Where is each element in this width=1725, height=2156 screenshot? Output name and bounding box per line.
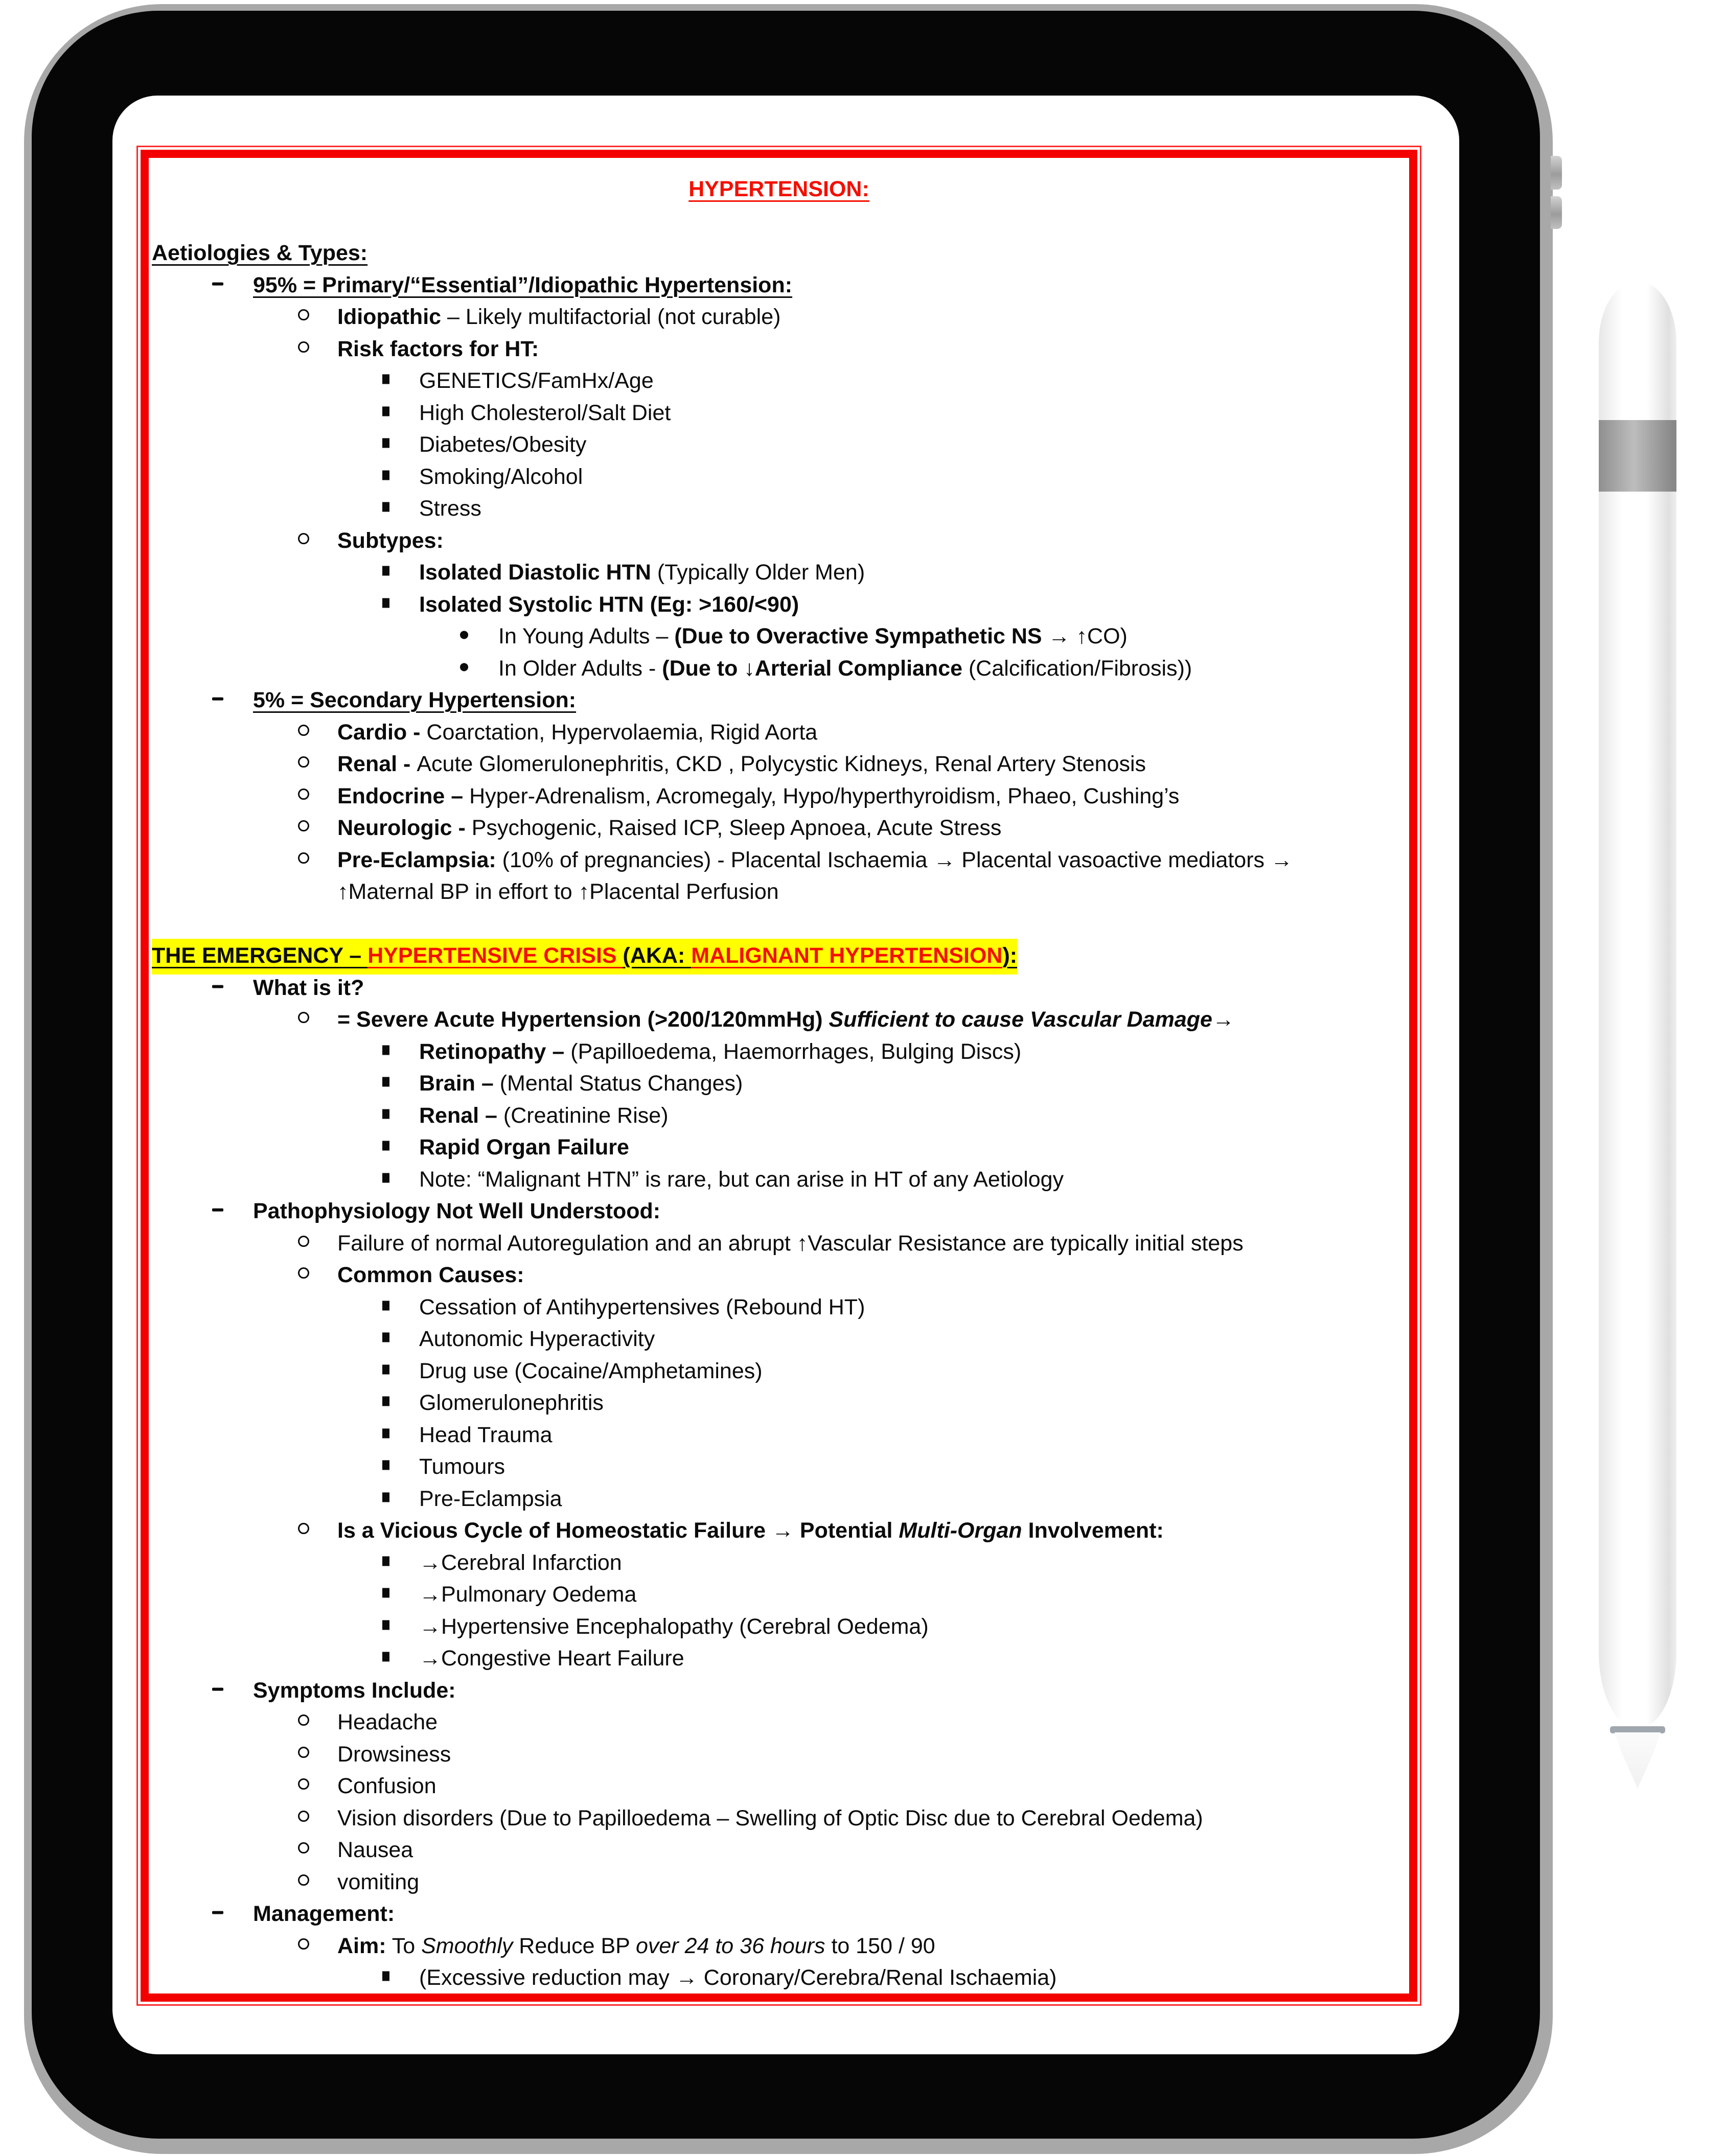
list-circle-marker — [298, 1842, 309, 1853]
list-circle-marker — [298, 725, 309, 736]
doc-line — [149, 1642, 1409, 1675]
doc-line — [149, 493, 1409, 525]
text-segment: GENETICS/FamHx/Age — [419, 368, 654, 393]
doc-line — [149, 397, 1409, 429]
doc-heading — [149, 237, 1409, 269]
text-segment: Failure of normal Autoregulation and an abrupt ↑Vascular Resistance are typically initial steps — [337, 1231, 1244, 1256]
text-segment: Is a Vicious Cycle of Homeostatic Failure → Potential — [337, 1518, 899, 1543]
text-segment: Confusion — [337, 1774, 436, 1798]
list-square-marker — [382, 1141, 389, 1151]
list-square-marker — [382, 1556, 389, 1566]
doc-line — [149, 1898, 1409, 1930]
text-segment: Involvement: — [1022, 1518, 1164, 1543]
list-dash-marker — [212, 282, 223, 285]
list-dash-marker — [212, 698, 223, 701]
text-segment: Drowsiness — [337, 1742, 451, 1767]
text-segment: (Typically Older Men) — [651, 560, 865, 585]
text-segment: Management: — [253, 1902, 395, 1926]
list-circle-marker — [298, 1874, 309, 1886]
text-segment: Hyper-Adrenalism, Acromegaly, Hypo/hyperthyroidism, Phaeo, Cushing’s — [469, 783, 1180, 808]
list-square-marker — [382, 438, 389, 448]
list-circle-marker — [298, 789, 309, 800]
text-segment: Rapid Organ Failure — [419, 1135, 629, 1160]
text-segment: Diabetes/Obesity — [419, 432, 587, 457]
text-segment: Cessation of Antihypertensives (Rebound HT) — [419, 1294, 865, 1319]
text-segment: Endocrine – — [337, 783, 470, 808]
volume-down-button[interactable] — [1551, 196, 1562, 229]
list-square-marker — [382, 1045, 389, 1055]
text-segment: →Hypertensive Encephalopathy (Cerebral Oedema) — [419, 1614, 929, 1639]
doc-line — [149, 301, 1409, 333]
list-circle-marker — [298, 852, 309, 864]
doc-line — [149, 333, 1409, 365]
doc-line — [149, 1866, 1409, 1898]
text-segment: over 24 to 36 hours — [635, 1933, 825, 1958]
doc-line — [149, 748, 1409, 780]
doc-line — [149, 812, 1409, 844]
list-square-marker — [382, 470, 389, 480]
text-segment: Aetiologies & Types: — [152, 241, 368, 265]
doc-line — [149, 1547, 1409, 1579]
text-segment: Renal – — [419, 1103, 503, 1128]
doc-line — [149, 1068, 1409, 1100]
text-segment: – Likely multifactorial (not curable) — [441, 305, 781, 329]
doc-line — [149, 1131, 1409, 1164]
doc-line — [149, 525, 1409, 557]
list-dash-marker — [212, 1687, 223, 1690]
doc-line — [149, 1515, 1409, 1547]
text-segment: Multi-Organ — [899, 1518, 1022, 1543]
list-square-marker — [382, 1301, 389, 1310]
list-square-marker — [382, 406, 389, 416]
text-segment: (Excessive reduction may → Coronary/Cerebra/Renal Ischaemia) — [419, 1965, 1057, 1990]
doc-line — [149, 1451, 1409, 1483]
list-circle-marker — [298, 309, 309, 320]
list-square-marker — [382, 566, 389, 576]
list-bullet-marker — [460, 663, 468, 671]
doc-line — [149, 1323, 1409, 1355]
text-segment: (Due to Overactive Sympathetic NS — [674, 624, 1048, 648]
text-segment: HYPERTENSIVE CRISIS — [367, 939, 623, 975]
text-segment: Vision disorders (Due to Papilloedema – Swelling of Optic Disc due to Cerebral Oedema) — [337, 1805, 1203, 1830]
text-segment: Coarctation, Hypervolaemia, Rigid Aorta — [426, 720, 818, 745]
text-segment: Aim: — [337, 1933, 386, 1958]
doc-line — [149, 1259, 1409, 1291]
doc-line — [149, 589, 1409, 621]
document-content — [149, 158, 1409, 1993]
doc-line — [149, 1770, 1409, 1802]
text-segment: In Young Adults – — [498, 624, 675, 648]
list-square-marker — [382, 598, 389, 608]
text-segment: Note: “Malignant HTN” is rare, but can arise in HT of any Aetiology — [419, 1167, 1064, 1192]
list-square-marker — [382, 1077, 389, 1087]
text-segment: Retinopathy – — [419, 1039, 571, 1064]
list-circle-marker — [298, 1778, 309, 1790]
list-circle-marker — [298, 1747, 309, 1758]
stylus-body — [1599, 281, 1676, 1729]
text-segment: Acute Glomerulonephritis, CKD , Polycystic Kidneys, Renal Artery Stenosis — [417, 752, 1146, 776]
doc-line — [149, 1355, 1409, 1387]
doc-line — [149, 1195, 1409, 1227]
doc-line — [149, 1962, 1409, 1993]
text-segment: (Due to ↓Arterial Compliance — [662, 656, 969, 681]
text-segment: Pre-Eclampsia: — [337, 847, 496, 872]
doc-line — [149, 1738, 1409, 1771]
list-square-marker — [382, 502, 389, 512]
text-segment: Isolated Diastolic HTN — [419, 560, 651, 585]
doc-title — [149, 173, 1409, 205]
doc-line — [149, 1387, 1409, 1419]
doc-blank-line — [149, 205, 1409, 238]
doc-line — [149, 1227, 1409, 1260]
text-segment: Symptoms Include: — [253, 1678, 456, 1703]
text-segment: vomiting — [337, 1869, 420, 1894]
list-dash-marker — [212, 1911, 223, 1914]
list-square-marker — [382, 1173, 389, 1183]
doc-line — [149, 780, 1409, 813]
document-page — [141, 150, 1417, 2002]
text-segment: Renal - — [337, 752, 417, 776]
doc-line — [149, 1611, 1409, 1643]
text-segment: In Older Adults - — [498, 656, 662, 681]
list-circle-marker — [298, 1714, 309, 1726]
text-segment: ↑Maternal BP in effort to ↑Placental Perfusion — [337, 879, 779, 904]
doc-line — [149, 1834, 1409, 1866]
doc-line — [149, 1036, 1409, 1068]
doc-line — [149, 461, 1409, 493]
text-segment: To — [386, 1933, 422, 1958]
text-segment: = Severe Acute Hypertension (>200/120mmHg) — [337, 1007, 829, 1032]
text-segment: (10% of pregnancies) - Placental Ischaemia → Placental vasoactive mediators → — [496, 847, 1293, 872]
doc-blank-line — [149, 908, 1409, 940]
text-segment: Psychogenic, Raised ICP, Sleep Apnoea, Acute Stress — [471, 816, 1002, 840]
list-dash-marker — [212, 985, 223, 988]
doc-line — [149, 429, 1409, 461]
doc-heading — [149, 940, 1409, 972]
doc-line — [149, 1706, 1409, 1738]
doc-line — [149, 1675, 1409, 1707]
text-segment: Sufficient to cause Vascular Damage — [829, 1007, 1212, 1032]
text-segment: (AKA: — [623, 939, 692, 975]
list-circle-marker — [298, 1938, 309, 1950]
list-circle-marker — [298, 533, 309, 544]
doc-line — [149, 1579, 1409, 1611]
text-segment: 95% = Primary/“Essential”/Idiopathic Hypertension: — [253, 272, 793, 297]
list-square-marker — [382, 1492, 389, 1502]
list-square-marker — [382, 1397, 389, 1406]
text-segment: Isolated Systolic HTN (Eg: >160/<90) — [419, 592, 799, 617]
list-square-marker — [382, 1620, 389, 1630]
list-dash-marker — [212, 1209, 223, 1212]
list-square-marker — [382, 375, 389, 384]
text-segment: (Calcification/Fibrosis)) — [968, 656, 1192, 681]
list-circle-marker — [298, 341, 309, 353]
doc-line — [149, 1291, 1409, 1324]
text-segment: High Cholesterol/Salt Diet — [419, 400, 671, 425]
doc-line — [149, 1100, 1409, 1132]
text-segment: THE EMERGENCY – — [152, 939, 367, 975]
doc-line — [149, 1483, 1409, 1515]
text-segment: (Papilloedema, Haemorrhages, Bulging Discs) — [570, 1039, 1022, 1064]
text-segment: Stress — [419, 496, 481, 521]
list-square-marker — [382, 1109, 389, 1119]
doc-line — [149, 1004, 1409, 1036]
doc-line — [149, 365, 1409, 397]
list-bullet-marker — [460, 631, 468, 639]
list-circle-marker — [298, 756, 309, 768]
text-segment: to 150 / 90 — [825, 1933, 935, 1958]
text-segment: MALIGNANT HYPERTENSION — [691, 939, 1002, 975]
stylus-tip-ring — [1610, 1726, 1665, 1733]
list-square-marker — [382, 1333, 389, 1342]
doc-line — [149, 1802, 1409, 1835]
stylus-band — [1599, 420, 1676, 492]
list-circle-marker — [298, 820, 309, 831]
doc-line — [149, 716, 1409, 749]
text-segment: Autonomic Hyperactivity — [419, 1327, 655, 1351]
text-segment: →Congestive Heart Failure — [419, 1646, 684, 1671]
stylus-tip — [1610, 1732, 1665, 1789]
text-segment: What is it? — [253, 975, 364, 1000]
list-circle-marker — [298, 1267, 309, 1279]
text-segment: 5% = Secondary Hypertension: — [253, 688, 577, 712]
doc-line — [149, 972, 1409, 1004]
tablet-screen[interactable] — [112, 96, 1459, 2054]
text-segment: ): — [1002, 939, 1017, 975]
list-square-marker — [382, 1972, 389, 1981]
text-segment: Headache — [337, 1710, 438, 1734]
text-segment: →Cerebral Infarction — [419, 1550, 622, 1575]
volume-up-button[interactable] — [1551, 156, 1562, 190]
text-segment: Drug use (Cocaine/Amphetamines) — [419, 1358, 763, 1383]
text-segment: Smoking/Alcohol — [419, 464, 583, 489]
text-segment: Common Causes: — [337, 1263, 524, 1287]
text-segment: HYPERTENSION: — [688, 177, 869, 201]
list-circle-marker — [298, 1012, 309, 1023]
doc-line — [149, 620, 1409, 653]
doc-line — [149, 684, 1409, 716]
doc-line — [149, 876, 1409, 908]
text-segment: Pathophysiology Not Well Understood: — [253, 1199, 661, 1223]
doc-line — [149, 844, 1409, 876]
text-segment: Head Trauma — [419, 1422, 553, 1447]
text-segment: Subtypes: — [337, 528, 444, 553]
list-square-marker — [382, 1460, 389, 1470]
doc-line — [149, 269, 1409, 302]
text-segment: Cardio - — [337, 720, 427, 745]
text-segment: Glomerulonephritis — [419, 1390, 604, 1415]
text-segment: Tumours — [419, 1454, 505, 1479]
text-segment: Brain – — [419, 1071, 500, 1096]
text-segment: Pre-Eclampsia — [419, 1486, 562, 1511]
text-segment: Neurologic - — [337, 816, 472, 840]
doc-line — [149, 1164, 1409, 1196]
doc-line — [149, 653, 1409, 685]
text-segment: → — [1212, 1007, 1234, 1032]
text-segment: → ↑CO) — [1048, 624, 1128, 648]
doc-line — [149, 557, 1409, 589]
list-circle-marker — [298, 1811, 309, 1822]
doc-line — [149, 1419, 1409, 1451]
doc-line — [149, 1930, 1409, 1962]
text-segment: Nausea — [337, 1838, 413, 1862]
text-segment: Idiopathic — [337, 305, 442, 329]
list-square-marker — [382, 1364, 389, 1374]
list-square-marker — [382, 1588, 389, 1598]
list-circle-marker — [298, 1236, 309, 1247]
text-segment: Risk factors for HT: — [337, 336, 539, 361]
list-circle-marker — [298, 1523, 309, 1534]
text-segment: (Creatinine Rise) — [503, 1103, 669, 1128]
text-segment: →Pulmonary Oedema — [419, 1582, 637, 1607]
text-segment: Reduce BP — [513, 1933, 636, 1958]
list-square-marker — [382, 1428, 389, 1438]
list-square-marker — [382, 1652, 389, 1662]
text-segment: (Mental Status Changes) — [499, 1071, 743, 1096]
text-segment: Smoothly — [421, 1933, 513, 1958]
